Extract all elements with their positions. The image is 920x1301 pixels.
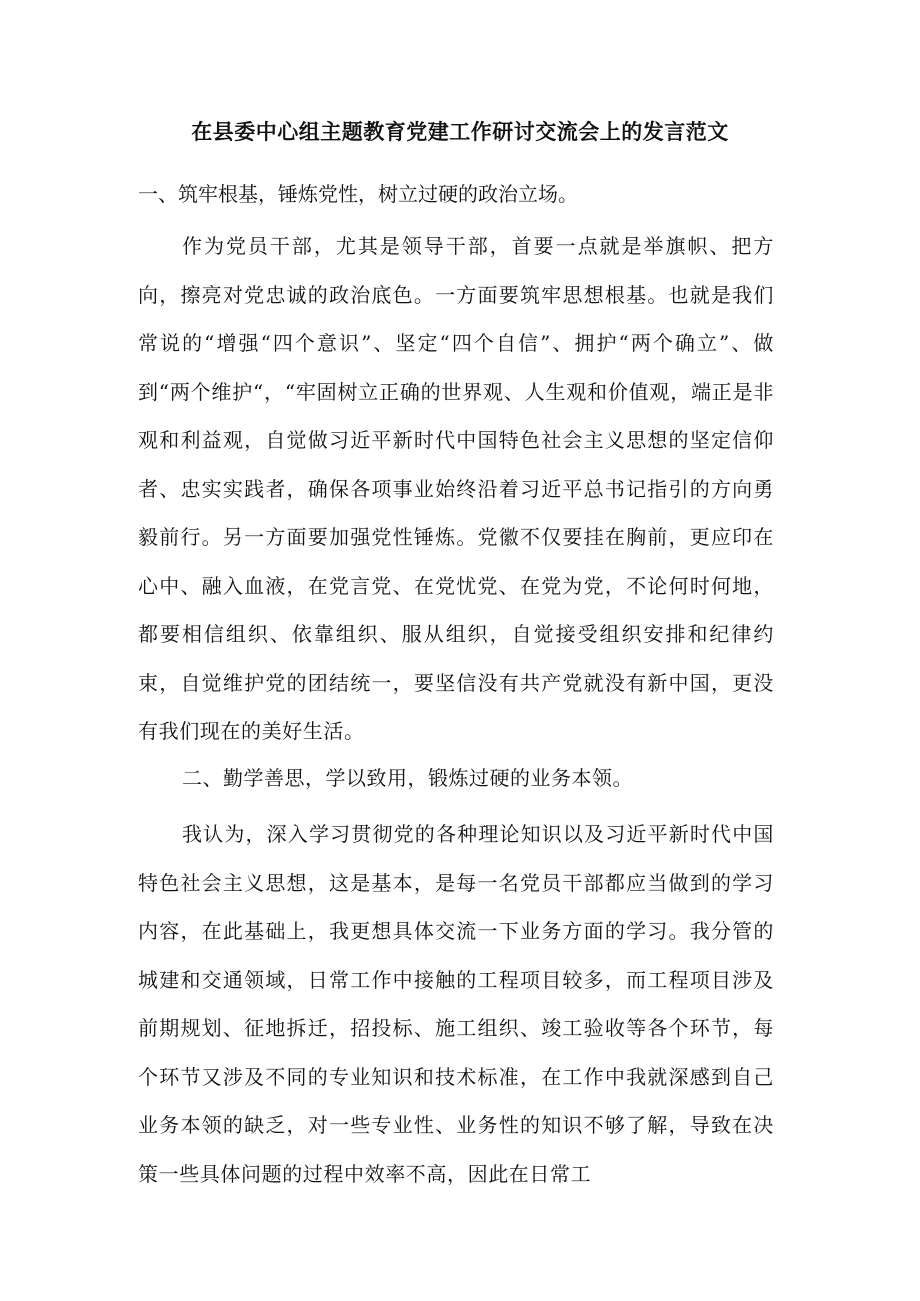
section-2-paragraph: 我认为，深入学习贯彻党的各种理论知识以及习近平新时代中国特色社会主义思想，这是基本，是每一名党员干部都应当做到的学习内容，在此基础上，我更想具体交流一下业务方面的学习。我分管的城建和交通领域，日常工作中接触的工程项目较多，而工程项目涉及前期规划、征地拆迁，招投标、施工组织、竣工验收等各个环节，每个环节又涉及不同的专业知识和技术标准，在工作中我就深感到自己业务本领的缺乏，对一些专业性、业务性的知识不够了解，导致在决策一些具体问题的过程中效率不高，因此在日常工: [138, 822, 774, 1186]
section-2-heading: 二、勤学善思，学以致用，锻炼过硬的业务本领。: [182, 766, 633, 790]
section-1-heading: 一、筑牢根基，锤炼党性，树立过硬的政治立场。: [138, 182, 578, 206]
section-1-paragraph: 作为党员干部，尤其是领导干部，首要一点就是举旗帜、把方向，擦亮对党忠诚的政治底色。一方面要筑牢思想根基。也就是我们常说的“增强“四个意识”、坚定“四个自信”、拥护“两个确立”、做到“两个维护“，“牢固树立正确的世界观、人生观和价值观，端正是非观和利益观，自觉做习近平新时代中国特色社会主义思想的坚定信仰者、忠实实践者，确保各项事业始终沿着习近平总书记指引的方向勇毅前行。另一方面要加强党性锤炼。党徽不仅要挂在胸前，更应印在心中、融入血液，在党言党、在党忧党、在党为党，不论何时何地，都要相信组织、依靠组织、服从组织，自觉接受组织安排和纪律约束，自觉维护党的团结统一，要坚信没有共产党就没有新中国，更没有我们现在的美好生活。: [138, 234, 774, 743]
document-title: 在县委中心组主题教育党建工作研讨交流会上的发言范文: [191, 120, 729, 144]
